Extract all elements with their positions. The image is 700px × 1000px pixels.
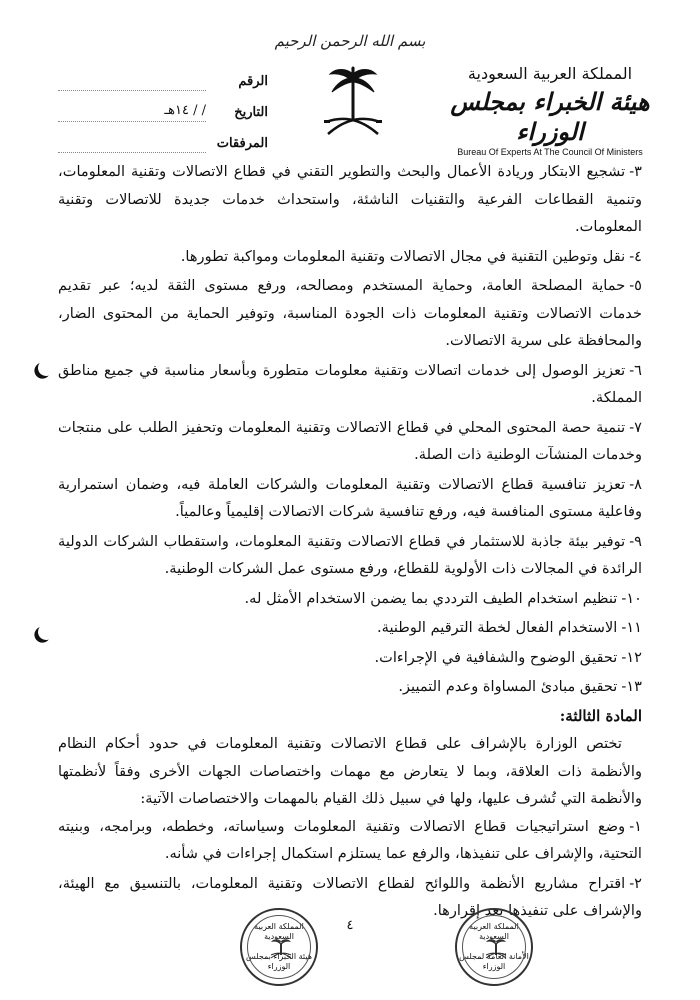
official-stamp-left (240, 908, 318, 986)
list-item (58, 272, 642, 355)
item-text: حماية المصلحة العامة، وحماية المستخدم ومصالحه، ورفع مستوى الثقة لديه؛ عبر تقديم خدمات الاتصالات وتقنية المعلومات ذات الجودة المناسبة، وتوفير الحماية من المحتوى الضار، والمحافظة على سرية الاتصالات. (58, 277, 642, 349)
palm-emblem-icon (483, 938, 509, 960)
item-number: ٢- (629, 874, 642, 892)
item-number: ١- (629, 817, 642, 835)
item-text: توفير بيئة جاذبة للاستثمار في قطاع الاتصالات وتقنية المعلومات، واستقطاب الشركات الدولية الرائدة في المجالات ذات الأولوية للقطاع، ورفع مستوى عمل الشركات الوطنية. (58, 532, 642, 577)
field-attachments-value (58, 134, 206, 153)
stamp-text-bottom: الأمانة العامة لمجلس الوزراء (459, 952, 529, 971)
field-attachments-label: المرفقات (216, 136, 268, 151)
palm-swords-emblem-icon (318, 64, 388, 144)
list-item (58, 673, 642, 701)
item-number: ١٢- (621, 648, 642, 666)
field-number (58, 66, 268, 97)
field-number-label: الرقم (238, 74, 268, 89)
punch-hole-mark-icon (37, 359, 56, 378)
item-text: تشجيع الابتكار وريادة الأعمال والبحث والتطوير التقني في قطاع الاتصالات وتقنية المعلومات، وتنمية القطاعات الفرعية والتقنيات الناشئة، واستحداث خدمات جديدة للاتصالات وتقنية المعلومات. (58, 163, 642, 235)
field-number-value (58, 72, 206, 91)
list-item (58, 528, 642, 583)
item-number: ١٣- (621, 678, 642, 695)
list-item (58, 870, 642, 925)
item-number: ٩- (629, 532, 642, 550)
item-text: تعزيز الوصول إلى خدمات اتصالات وتقنية معلومات متطورة وبأسعار مناسبة في جميع مناطق المملكة. (58, 361, 642, 406)
list-item (58, 585, 642, 613)
list-item (58, 243, 642, 271)
list-item (58, 357, 642, 412)
stamp-text-top: المملكة العربية السعودية (469, 922, 519, 941)
palm-emblem-icon (268, 938, 294, 960)
list-item (58, 614, 642, 642)
list-item (58, 158, 642, 241)
field-date (58, 97, 268, 128)
document-body (58, 158, 642, 927)
item-text: تنمية حصة المحتوى المحلي في قطاع الاتصالات وتقنية المعلومات وتحفيز الطلب على منتجات وخدمات المنشآت الوطنية ذات الصلة. (58, 418, 642, 463)
item-number: ١١- (621, 619, 642, 636)
field-date-label: التاريخ (234, 105, 268, 120)
field-date-value: / / ١٤هـ (58, 103, 206, 122)
item-text: نقل وتوطين التقنية في مجال الاتصالات وتقنية المعلومات ومواكبة تطورها. (180, 247, 626, 265)
organization-header (440, 64, 660, 157)
item-number: ٥- (629, 277, 642, 294)
stamp-text-bottom: هيئة الخبراء بمجلس الوزراء (246, 952, 312, 971)
item-text: الاستخدام الفعال لخطة الترقيم الوطنية. (377, 619, 618, 636)
item-text: وضع استراتيجيات قطاع الاتصالات وتقنية المعلومات وسياساته، وخططه، وبرامجه، وبنيته التحتية، والإشراف على تنفيذها، والرفع عما يستلزم استكمال إجراءات في شأنه. (58, 817, 642, 862)
page-number: ٤ (346, 918, 354, 933)
item-number: ٣- (629, 163, 642, 180)
item-number: ٨- (629, 475, 642, 493)
stamp-text-top: المملكة العربية السعودية (254, 922, 304, 941)
list-item (58, 414, 642, 469)
item-text: تحقيق مبادئ المساواة وعدم التمييز. (398, 678, 618, 695)
item-text: تحقيق الوضوح والشفافية في الإجراءات. (374, 648, 618, 666)
list-item (58, 644, 642, 672)
kingdom-name: المملكة العربية السعودية (467, 64, 633, 83)
list-item (58, 471, 642, 526)
item-number: ٤- (629, 247, 642, 265)
item-text: اقتراح مشاريع الأنظمة واللوائح لقطاع الاتصالات وتقنية المعلومات، بالتنسيق مع الهيئة، والإشراف على تنفيذها بعد إقرارها. (58, 874, 642, 919)
bureau-name: هيئة الخبراء بمجلس الوزراء (450, 87, 650, 146)
item-number: ٦- (629, 361, 642, 379)
field-attachments (58, 128, 268, 159)
official-stamp-right (455, 908, 533, 986)
bureau-name-english: Bureau Of Experts At The Council Of Ministers (457, 147, 643, 157)
item-text: تعزيز تنافسية قطاع الاتصالات وتقنية المعلومات والشركات العاملة فيه، وضمان استمرارية وفاعلية مستوى المنافسة فيه، ورفع تنافسية شركات الاتصالات إقليمياً وعالمياً. (58, 475, 642, 520)
basmala-calligraphy: بسم الله الرحمن الرحيم (274, 32, 426, 50)
list-item (58, 813, 642, 868)
reference-fields (58, 66, 268, 159)
article-paragraph: تختص الوزارة بالإشراف على قطاع الاتصالات وتقنية المعلومات في حدود أحكام النظام والأنظمة ذات العلاقة، وبما لا يتعارض مع مهمات واختصاصات الجهات الأخرى وفقاً لأنظمتها والأنظمة التي تُشرف عليها، ولها في سبيل ذلك القيام بالمهمات والاختصاصات الآتية: (58, 735, 642, 807)
article-heading: المادة الثالثة: (559, 706, 642, 725)
item-number: ٧- (629, 418, 642, 436)
item-text: تنظيم استخدام الطيف الترددي بما يضمن الاستخدام الأمثل له. (244, 589, 618, 607)
punch-hole-mark-icon (37, 623, 56, 642)
item-number: ١٠- (621, 589, 642, 607)
